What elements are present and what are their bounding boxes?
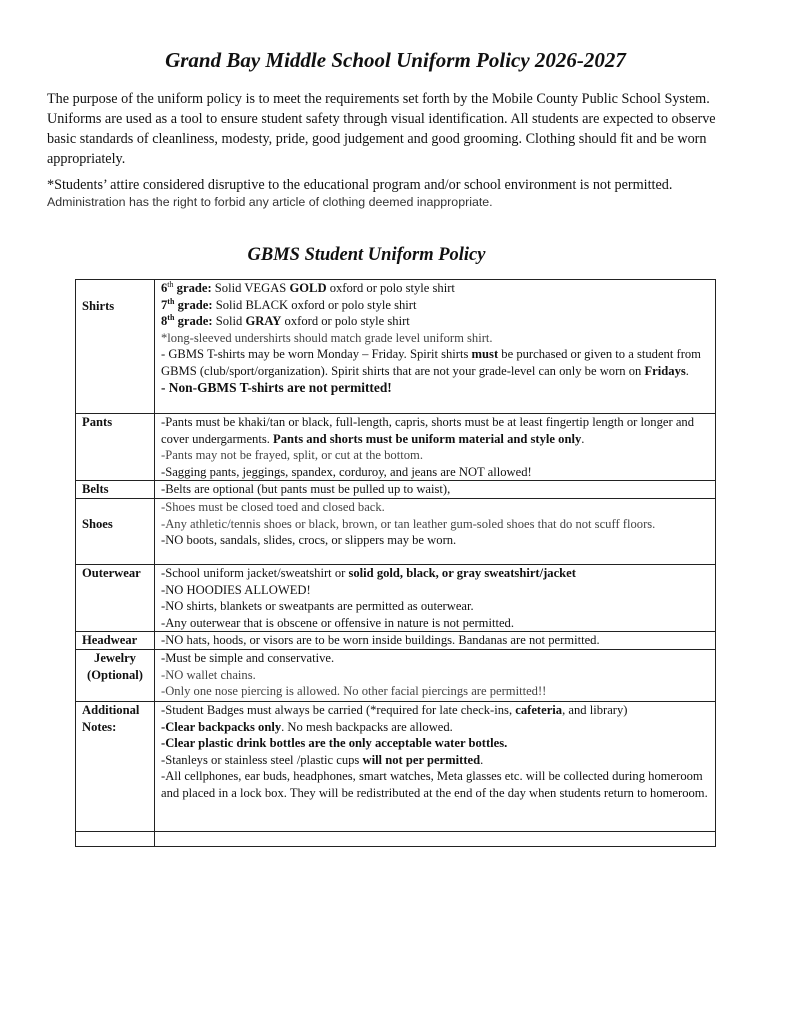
row-label-text: Pants <box>82 415 113 429</box>
row-label-shirts <box>76 280 155 414</box>
jewelry-rule-3: -Only one nose piercing is allowed. No other facial piercings are permitted!! <box>161 684 547 699</box>
tshirt-rule <box>161 346 713 379</box>
outerwear-rule-1 <box>161 565 713 582</box>
rule-emphasis: must <box>471 347 499 362</box>
grade-number: 6 <box>161 281 168 295</box>
row-detail-pants <box>155 414 716 481</box>
row-detail-shoes <box>155 498 716 564</box>
grade-label: grade: <box>173 281 212 295</box>
row-label-text: Belts <box>82 482 109 497</box>
row-label-text: Additional <box>82 702 140 717</box>
row-label-subtext: Notes: <box>82 719 117 734</box>
section-title: GBMS Student Uniform Policy <box>247 245 486 265</box>
notes-rule-1 <box>161 702 713 719</box>
rule-text: oxford or polo style shirt <box>326 281 455 295</box>
grade-label: grade: <box>174 297 213 312</box>
rule-emphasis: -Clear backpacks only <box>161 719 282 734</box>
rule-text: -School uniform jacket/sweatshirt or <box>161 565 349 580</box>
rule-text: Solid VEGAS <box>211 281 290 295</box>
rule-text: . <box>581 431 585 446</box>
row-label-outerwear <box>76 564 155 631</box>
table-row-pants <box>76 414 716 481</box>
shoes-rule-3: -NO boots, sandals, slides, crocs, or slippers may be worn. <box>161 533 457 548</box>
empty-label-cell <box>76 831 155 846</box>
empty-detail-cell <box>155 831 716 846</box>
row-detail-belts <box>155 481 716 499</box>
grade-label: grade: <box>174 314 213 329</box>
rule-text: -Pants must be khaki/tan or black, full-length, capris, shorts must be at least fingertip length or longer and cover undergarments. <box>161 415 695 446</box>
row-detail-headwear <box>155 632 716 650</box>
seventh-grade-rule <box>161 297 713 314</box>
rule-text: . No mesh backpacks are allowed. <box>281 719 453 734</box>
sixth-grade-rule <box>161 280 713 297</box>
row-label-text: Headwear <box>82 633 138 648</box>
rule-emphasis: will not per permitted <box>362 752 481 767</box>
rule-text: - GBMS T-shirts may be worn Monday – Friday. Spirit shirts <box>161 347 472 362</box>
jewelry-rule-2: -NO wallet chains. <box>161 667 256 682</box>
row-detail-outerwear <box>155 564 716 631</box>
rule-text: , and library) <box>562 702 628 717</box>
row-label-headwear <box>76 632 155 650</box>
row-label-shoes <box>76 498 155 564</box>
rule-text: oxford or polo style shirt <box>281 314 410 329</box>
headwear-rule-1: -NO hats, hoods, or visors are to be worn inside buildings. Bandanas are not permitted. <box>161 633 600 648</box>
row-detail-additional-notes <box>155 701 716 831</box>
pants-rule-3: -Sagging pants, jeggings, spandex, corduroy, and jeans are NOT allowed! <box>161 464 532 479</box>
rule-text: -Stanleys or stainless steel /plastic cups <box>161 752 363 767</box>
eighth-grade-rule <box>161 313 713 330</box>
color-emphasis: GRAY <box>245 314 282 329</box>
grade-number: 8 <box>161 314 168 329</box>
rule-text: . <box>685 363 689 378</box>
grade-suffix: th <box>167 296 175 306</box>
table-row-outerwear <box>76 564 716 631</box>
row-detail-shirts <box>155 280 716 414</box>
rule-text: . <box>480 752 484 767</box>
rule-emphasis: Fridays <box>644 363 686 378</box>
table-row-shoes <box>76 498 716 564</box>
row-label-jewelry <box>76 649 155 701</box>
non-gbms-rule: - Non-GBMS T-shirts are not permitted! <box>161 379 392 395</box>
grade-number: 7 <box>161 297 168 312</box>
rule-text: Solid <box>212 314 246 329</box>
notes-rule-4 <box>161 752 713 769</box>
row-label-pants <box>76 414 155 481</box>
notes-rule-2 <box>161 719 713 736</box>
table-row-additional-notes <box>76 701 716 831</box>
row-label-text: Shoes <box>82 516 113 531</box>
grade-suffix: th <box>167 313 175 322</box>
row-detail-jewelry <box>155 649 716 701</box>
table-row-empty <box>76 831 716 846</box>
administration-note: Administration has the right to forbid any article of clothing deemed inappropriate. <box>47 195 493 209</box>
jewelry-rule-1: -Must be simple and conservative. <box>161 650 335 665</box>
table-row-belts <box>76 481 716 499</box>
row-label-additional-notes <box>76 701 155 831</box>
outerwear-rule-2: -NO HOODIES ALLOWED! <box>161 582 311 597</box>
rule-emphasis: cafeteria <box>515 702 563 717</box>
row-label-text: Shirts <box>82 299 115 313</box>
page-title: Grand Bay Middle School Uniform Policy 2026-2027 <box>165 48 626 72</box>
row-label-belts <box>76 481 155 499</box>
disruptive-attire-note: *Students’ attire considered disruptive to the educational program and/or school environment is not permitted. <box>47 177 673 193</box>
shoes-rule-2: -Any athletic/tennis shoes or black, brown, or tan leather gum-soled shoes that do not scuff floors. <box>161 516 656 531</box>
row-label-subtext: (Optional) <box>87 667 143 682</box>
outerwear-rule-3: -NO shirts, blankets or sweatpants are permitted as outerwear. <box>161 599 474 614</box>
rule-text: -Student Badges must always be carried (*required for late check-ins, <box>161 702 516 717</box>
belts-rule-1: -Belts are optional (but pants must be pulled up to waist), <box>161 482 451 497</box>
rule-text: Solid BLACK oxford or polo style shirt <box>212 297 417 312</box>
row-label-text: Outerwear <box>82 565 141 580</box>
uniform-policy-table <box>75 279 716 847</box>
grade-suffix: th <box>167 279 174 289</box>
rule-text: be purchased or given to a student from GBMS (club/sport/organization). Spirit shirts that are not your grade-level can only be worn on <box>161 347 701 378</box>
row-label-text: Jewelry <box>94 650 136 665</box>
shoes-rule-1: -Shoes must be closed toed and closed back. <box>161 499 385 514</box>
table-row-headwear <box>76 632 716 650</box>
table-row-shirts <box>76 280 716 414</box>
outerwear-rule-4: -Any outerwear that is obscene or offensive in nature is not permitted. <box>161 615 514 630</box>
notes-rule-3: -Clear plastic drink bottles are the only acceptable water bottles. <box>161 736 508 751</box>
color-emphasis: GOLD <box>289 281 327 295</box>
intro-paragraph: The purpose of the uniform policy is to meet the requirements set forth by the Mobile County Public School System. Uniforms are used as a tool to ensure student safety through visual identification. All students are expected to observe basic standards of cleanliness, modesty, pride, good judgement and good grooming. Clothing should fit and be worn appropriately. <box>47 91 716 167</box>
pants-rule-1 <box>161 414 713 447</box>
table-row-jewelry <box>76 649 716 701</box>
rule-emphasis: Pants and shorts must be uniform material and style only <box>273 431 582 446</box>
undershirt-rule: *long-sleeved undershirts should match grade level uniform shirt. <box>161 330 493 345</box>
rule-emphasis: solid gold, black, or gray sweatshirt/jacket <box>348 565 576 580</box>
pants-rule-2: -Pants may not be frayed, split, or cut at the bottom. <box>161 448 423 463</box>
notes-rule-5: -All cellphones, ear buds, headphones, smart watches, Meta glasses etc. will be collected during homeroom and placed in a lock box. They will be redistributed at the end of the day when students return to homeroom. <box>161 769 708 800</box>
